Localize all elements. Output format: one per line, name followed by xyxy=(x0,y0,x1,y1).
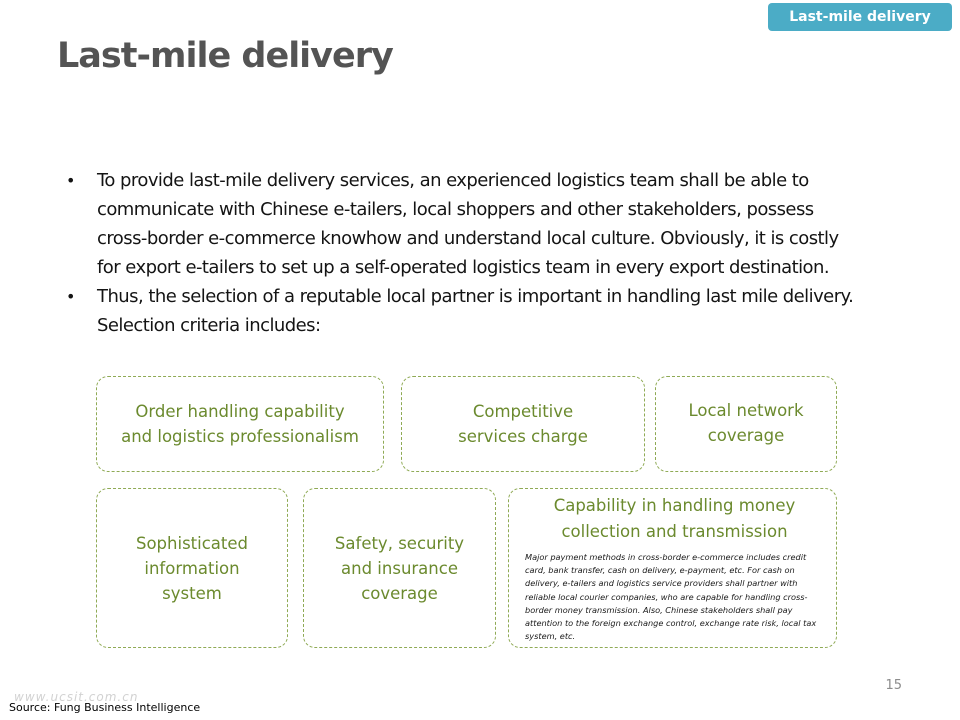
bullet-text: To provide last-mile delivery services, an experienced logistics team shall be able to communicate with Chinese e-tailers, local shoppers and other stakeholders, possess cross-border e-commerce knowhow and understand local culture. Obviously, it is costly for export e-tailers to set up a self-operated logistics team in every export destination. xyxy=(97,170,839,278)
criterion-line: system xyxy=(162,583,222,603)
criterion-money-handling xyxy=(508,488,837,648)
criterion-line: Capability in handling money xyxy=(553,496,796,515)
criterion-information-system xyxy=(96,488,288,648)
source-note: Source: Fung Business Intelligence xyxy=(9,701,201,714)
criterion-local-network xyxy=(655,376,837,472)
criterion-line: information xyxy=(144,558,240,578)
criterion-line: coverage xyxy=(361,583,438,603)
bullet-item xyxy=(66,166,866,282)
criterion-heading xyxy=(525,493,824,545)
page-title: Last-mile delivery xyxy=(57,36,393,76)
bullet-list xyxy=(66,166,866,340)
criterion-line: Order handling capability xyxy=(135,402,345,421)
criterion-order-handling xyxy=(96,376,384,472)
criterion-competitive-charge xyxy=(401,376,645,472)
page-number: 15 xyxy=(885,678,902,693)
criterion-line: Competitive xyxy=(472,402,574,421)
criterion-note: Major payment methods in cross-border e-commerce includes credit card, bank transfer, cash on delivery, e-payment, etc. For cash on delivery, e-tailers and logistics service providers shall partner with reliable local courier companies, who are capable for handling cross-border money transmission. Also, Chinese stakeholders shall pay attention to the foreign exchange control, exchange rate risk, local tax system, etc. xyxy=(525,552,817,642)
criterion-line: Safety, security xyxy=(334,533,465,553)
bullet-icon: • xyxy=(66,287,75,306)
criterion-line: Sophisticated xyxy=(135,533,248,553)
section-tag: Last-mile delivery xyxy=(768,3,952,31)
criterion-line: services charge xyxy=(458,427,588,446)
bullet-text: Thus, the selection of a reputable local partner is important in handling last mile delivery. Selection criteria includes: xyxy=(97,286,854,336)
criterion-safety xyxy=(303,488,496,648)
criterion-line: and logistics professionalism xyxy=(121,427,359,446)
criterion-line: collection and transmission xyxy=(561,522,788,541)
criterion-line: coverage xyxy=(707,426,785,445)
bullet-icon: • xyxy=(66,171,75,190)
criterion-line: and insurance xyxy=(341,558,458,578)
watermark: www.ucsit.com.cn xyxy=(14,690,139,704)
criterion-line: Local network xyxy=(688,401,804,420)
bullet-item xyxy=(66,282,866,340)
